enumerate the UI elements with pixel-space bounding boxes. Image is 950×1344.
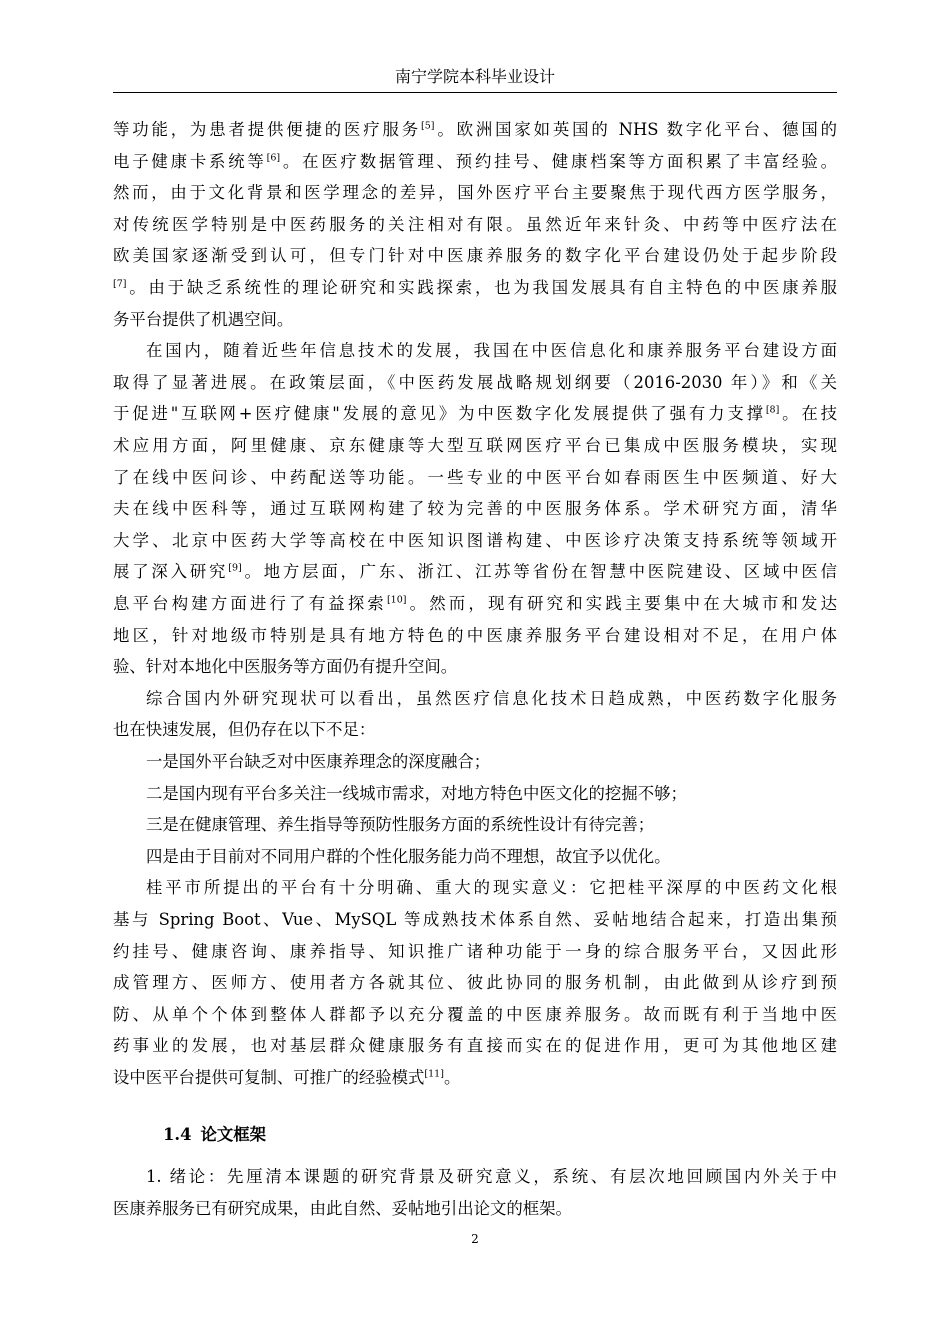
text-run: 息平台构建方面进行了有益探索 xyxy=(113,594,387,613)
text-run: 二是国内现有平台多关注一线城市需求，对地方特色中医文化的挖掘不够； xyxy=(146,783,687,803)
citation-marker: [9] xyxy=(228,562,242,574)
text-run: 基与 Spring Boot、Vue、MySQL 等成熟技术体系自然、妥帖地结合起来，打造出集预 xyxy=(113,910,837,929)
running-header: 南宁学院本科毕业设计 xyxy=(394,67,555,86)
text-run: 了在线中医问诊、中药配送等功能。一些专业的中医平台如春雨医生中医频道、好大 xyxy=(113,467,837,487)
text-line xyxy=(113,213,837,237)
text-line xyxy=(113,592,837,616)
citation-marker: [6] xyxy=(266,152,281,164)
citation-marker: [10] xyxy=(386,594,407,606)
text-run: 医康养服务已有研究成果，由此自然、妥帖地引出论文的框架。 xyxy=(113,1198,572,1218)
text-run: 药事业的发展，也对基层群众健康服务有直接而实在的促进作用，更可为其他地区建 xyxy=(113,1036,837,1056)
text-line xyxy=(113,308,837,332)
text-run: 。欧洲国家如英国的 NHS 数字化平台、德国的 xyxy=(434,120,837,139)
text-line xyxy=(113,876,837,900)
text-run: 对传统医学特别是中医药服务的关注相对有限。虽然近年来针灸、中药等中医疗法在 xyxy=(113,214,837,234)
text-run: 等功能，为患者提供便捷的医疗服务 xyxy=(113,120,422,139)
text-run: 取得了显著进展。在政策层面，《中医药发展战略规划纲要（2016-2030 年）》和《关 xyxy=(113,372,837,392)
text-line xyxy=(113,718,837,742)
text-run: 。在医疗数据管理、预约挂号、健康档案等方面积累了丰富经验。 xyxy=(280,151,838,171)
text-line xyxy=(113,845,837,869)
text-run: 成管理方、医师方、使用者方各就其位、彼此协同的服务机制，由此做到从诊疗到预 xyxy=(113,973,837,993)
citation-marker: [11] xyxy=(424,1068,444,1080)
text-run: 三是在健康管理、养生指导等预防性服务方面的系统性设计有待完善； xyxy=(146,815,655,835)
text-line xyxy=(113,560,837,584)
text-run: 欧美国家逐渐受到认可，但专门针对中医康养服务的数字化平台建设仍处于起步阶段 xyxy=(113,246,837,266)
text-run: 桂平市所提出的平台有十分明确、重大的现实意义：它把桂平深厚的中医药文化根 xyxy=(146,878,837,898)
text-line xyxy=(113,529,837,553)
text-line xyxy=(113,371,837,395)
text-run: 大学、北京中医药大学等高校在中医知识图谱构建、中医诊疗决策支持系统等领域开 xyxy=(113,530,837,550)
text-line xyxy=(113,1066,837,1090)
text-run: 在国内，随着近些年信息技术的发展，我国在中医信息化和康养服务平台建设方面 xyxy=(146,341,837,361)
text-run: 地区，针对地级市特别是具有地方特色的中医康养服务平台建设相对不足，在用户体 xyxy=(113,625,837,645)
text-run: 设中医平台提供可复制、可推广的经验模式 xyxy=(113,1068,425,1087)
text-line xyxy=(113,150,837,174)
text-run: 约挂号、健康咨询、康养指导、知识推广诸种功能于一身的综合服务平台，又因此形 xyxy=(113,941,837,961)
text-run: 电子健康卡系统等 xyxy=(113,151,267,171)
text-line xyxy=(113,908,837,932)
citation-marker: [5] xyxy=(421,120,435,132)
text-run: 。 xyxy=(443,1068,461,1087)
text-run: 验、针对本地化中医服务等方面仍有提升空间。 xyxy=(113,657,458,677)
text-run: 。然而，现有研究和实践主要集中在大城市和发达 xyxy=(406,594,838,613)
section-title: 论文框架 xyxy=(200,1125,267,1144)
text-line xyxy=(113,1197,837,1221)
text-line xyxy=(113,782,837,806)
text-line xyxy=(113,655,837,679)
header-rule xyxy=(113,92,837,93)
text-line xyxy=(113,1165,837,1189)
citation-marker: [7] xyxy=(113,278,127,290)
text-line xyxy=(113,940,837,964)
text-run: 综合国内外研究现状可以看出，虽然医疗信息化技术日趋成熟，中医药数字化服务 xyxy=(146,688,837,708)
text-line xyxy=(113,244,837,268)
text-line xyxy=(113,750,837,774)
text-line xyxy=(113,971,837,995)
text-line xyxy=(113,276,837,300)
text-line xyxy=(113,181,837,205)
text-line xyxy=(113,1034,837,1058)
text-run: 。由于缺乏系统性的理论研究和实践探索，也为我国发展具有自主特色的中医康养服 xyxy=(126,278,837,297)
text-run: 然而，由于文化背景和医学理念的差异，国外医疗平台主要聚焦于现代西方医学服务， xyxy=(113,183,837,203)
page-number: 2 xyxy=(471,1232,479,1246)
text-line xyxy=(113,402,837,426)
citation-marker: [8] xyxy=(765,404,780,416)
text-run: 务平台提供了机遇空间。 xyxy=(113,309,294,329)
text-run: 夫在线中医科等，通过互联网构建了较为完善的中医服务体系。学术研究方面，清华 xyxy=(113,499,837,519)
text-line xyxy=(113,497,837,521)
text-run: 。在技 xyxy=(779,404,837,424)
text-run: 于促进"互联网+医疗健康"发展的意见》为中医数字化发展提供了强有力支撑 xyxy=(113,404,766,424)
text-line xyxy=(113,624,837,648)
text-run: 防、从单个个体到整体人群都予以充分覆盖的中医康养服务。故而既有利于当地中医 xyxy=(113,1004,837,1024)
text-line xyxy=(113,118,837,142)
text-line xyxy=(113,434,837,458)
text-run: 展了深入研究 xyxy=(113,562,229,582)
text-line xyxy=(113,466,837,490)
text-line xyxy=(113,687,837,711)
text-line xyxy=(113,1003,837,1027)
section-number: 1.4 xyxy=(163,1125,192,1144)
text-line xyxy=(113,813,837,837)
text-run: 1. 绪论：先厘清本课题的研究背景及研究意义，系统、有层次地回顾国内外关于中 xyxy=(146,1167,837,1186)
text-run: 一是国外平台缺乏对中医康养理念的深度融合； xyxy=(146,752,491,771)
section-heading xyxy=(163,1123,266,1147)
text-line xyxy=(113,339,837,363)
text-run: 术应用方面，阿里健康、京东健康等大型互联网医疗平台已集成中医服务模块，实现 xyxy=(113,436,837,455)
text-run: 四是由于目前对不同用户群的个性化服务能力尚不理想，故宜予以优化。 xyxy=(146,846,671,866)
text-run: 。地方层面，广东、浙江、江苏等省份在智慧中医院建设、区域中医信 xyxy=(241,562,838,582)
text-run: 也在快速发展，但仍存在以下不足： xyxy=(113,720,376,740)
